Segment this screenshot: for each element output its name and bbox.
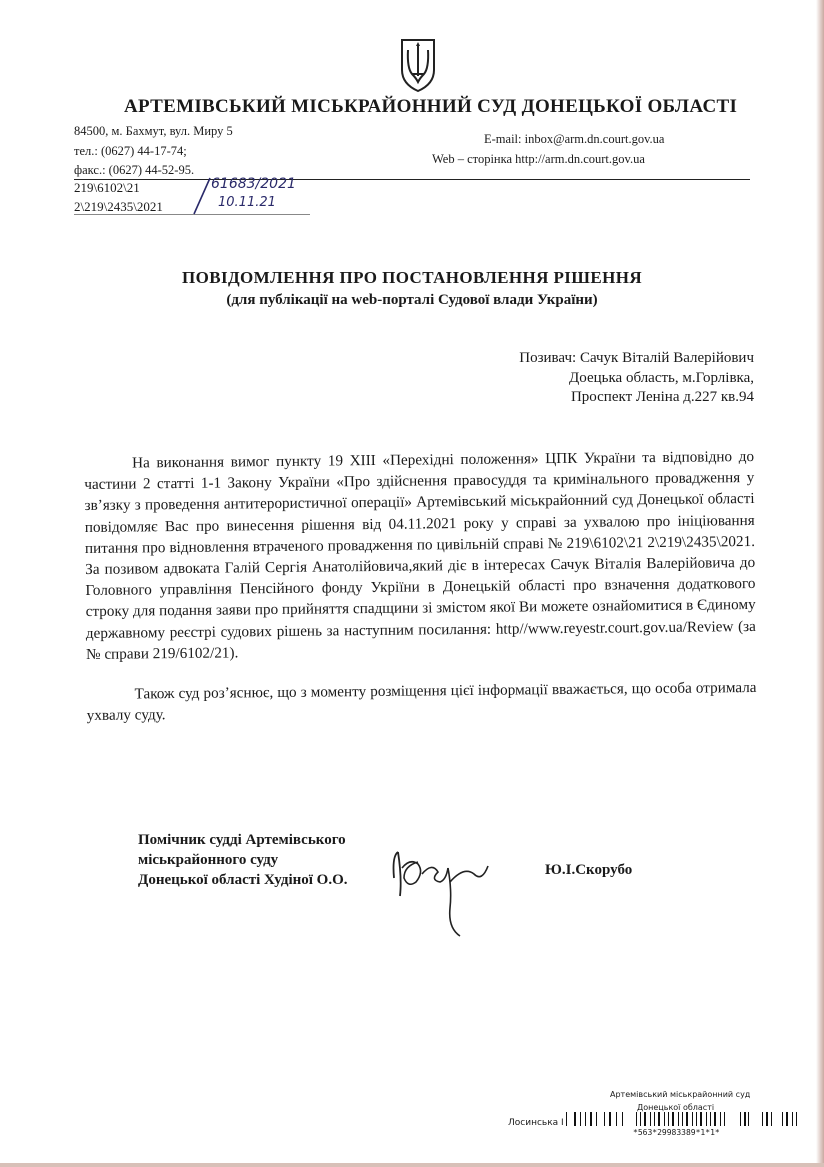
- court-address: 84500, м. Бахмут, вул. Миру 5: [74, 124, 233, 138]
- handwritten-signature-icon: [388, 838, 508, 938]
- outgoing-number-handwritten: 61683/2021: [211, 176, 296, 192]
- outgoing-date-handwritten: 10.11.21: [218, 195, 276, 210]
- signatory-title-line-1: Помічник судді Артемівського: [138, 832, 346, 848]
- header-divider: [74, 179, 750, 180]
- handwritten-slash-icon: [188, 176, 218, 216]
- notice-body: [84, 446, 757, 726]
- signatory-title-line-2: міськрайонного суду: [138, 852, 279, 868]
- court-phone: тел.: (0627) 44-17-74;: [74, 144, 187, 158]
- case-number-2: 2\219\2435\2021: [74, 199, 163, 214]
- court-name: АРТЕМІВСЬКИЙ МІСЬКРАЙОННИЙ СУД ДОНЕЦЬКОЇ ОБЛАСТІ: [124, 96, 738, 117]
- barcode-org-line-1: Артемівський міськрайонний суд: [610, 1090, 751, 1099]
- page-edge-shadow: [816, 0, 824, 1167]
- court-website: Web – сторінка http://arm.dn.court.gov.ua: [432, 152, 645, 166]
- body-paragraph-2: Також суд роз’яснює, що з моменту розміщення цієї інформації вважається, що особа отримала ухвалу суду.: [86, 679, 757, 725]
- case-number-1: 219\6102\21: [74, 180, 140, 195]
- body-paragraph-1: На виконання вимог пункту 19 XIII «Перехідні положення» ЦПК України та відповідно до частини 2 статті 1-1 Закону України «Про здійснення правосуддя та кримінального провадження у зв’язку з проведення антитерористичної операції» Артемівський міськрайонний суд Донецької області повідомляє Вас про винесення рішення від 04.11.2021 року у справі за ухвалою про ініціювання питання про відновлення втраченого провадження по цивільній справі № 219\6102\21 2\219\2435\2021. За позивом адвоката Галій Сергія Анатолійовича,який діє в інтересах Сачук Віталія Валерійовича до Головного управління Пенсійного фонду Укріїни в Донецькій області про взначення додаткового строку для подання заяви про прийняття спадщини зі змістом якої Ви можете ознайомитися в Єдиному державному реєстрі судових рішень за наступним посилання: http//www.reyestr.court.gov.ua/Review (за № справи 219/6102/21).: [84, 447, 756, 663]
- barcode-icon: [564, 1112, 800, 1126]
- barcode-org-line-2: Донецької області: [637, 1103, 715, 1112]
- barcode-side-label: Лосинська І: [508, 1118, 564, 1128]
- signatory-title-line-3: Донецької області Худіної О.О.: [138, 872, 348, 888]
- notice-title: ПОВІДОМЛЕННЯ ПРО ПОСТАНОВЛЕННЯ РІШЕННЯ: [181, 268, 643, 287]
- recipient-name: Позивач: Сачук Віталій Валерійович: [519, 350, 754, 366]
- recipient-region: Доецька область, м.Горлівка,: [569, 370, 754, 386]
- barcode-number: *563*29983389*1*1*: [633, 1128, 720, 1137]
- page-bottom-edge: [0, 1163, 824, 1167]
- signatory-title: [138, 830, 348, 890]
- signatory-name: Ю.І.Скорубо: [545, 862, 633, 878]
- recipient-address: Проспект Леніна д.227 кв.94: [570, 389, 754, 405]
- notice-subtitle: (для публікації на web-порталі Судової влади України): [226, 292, 598, 308]
- court-email: E-mail: inbox@arm.dn.court.gov.ua: [484, 132, 665, 146]
- coat-of-arms-icon: [398, 36, 438, 94]
- court-fax: факс.: (0627) 44-52-95.: [74, 163, 195, 177]
